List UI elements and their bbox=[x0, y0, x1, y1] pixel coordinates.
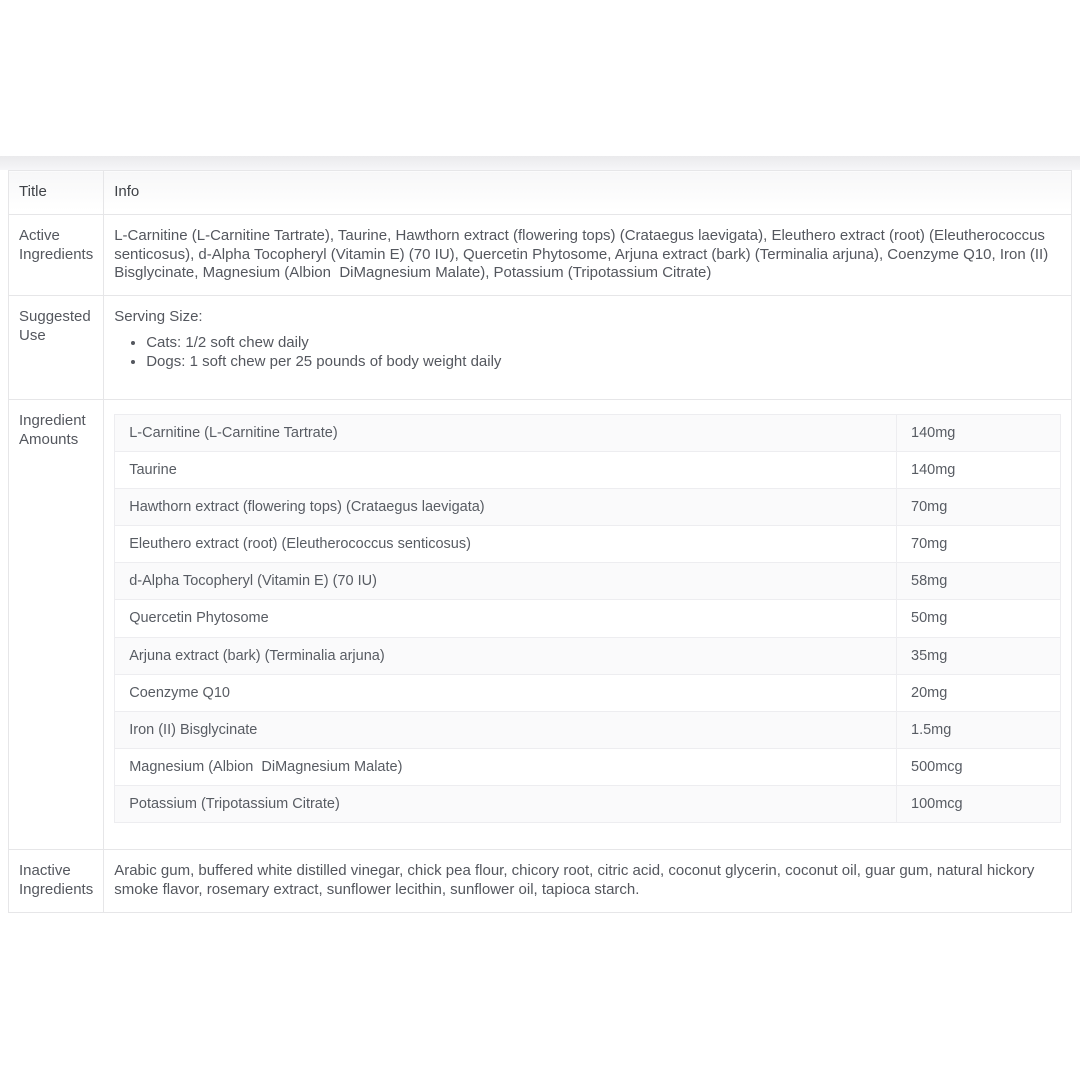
row-title-suggested-use: Suggested Use bbox=[9, 296, 104, 400]
table-row-ingredient-amounts bbox=[9, 399, 1072, 849]
row-title-ingredient-amounts: Ingredient Amounts bbox=[9, 399, 104, 849]
row-title-active-ingredients: Active Ingredients bbox=[9, 214, 104, 295]
ingredients-info-table bbox=[8, 170, 1072, 913]
serving-size-label: Serving Size: bbox=[114, 308, 203, 325]
ingredient-row bbox=[115, 748, 1061, 785]
ingredient-amount: 50mg bbox=[897, 600, 1061, 637]
ingredient-row bbox=[115, 526, 1061, 563]
ingredient-row bbox=[115, 674, 1061, 711]
ingredient-row bbox=[115, 563, 1061, 600]
table-row-active-ingredients bbox=[9, 214, 1072, 295]
ingredient-amount: 1.5mg bbox=[897, 711, 1061, 748]
ingredient-name: d-Alpha Tocopheryl (Vitamin E) (70 IU) bbox=[115, 563, 897, 600]
ingredient-amount: 70mg bbox=[897, 489, 1061, 526]
column-header-title: Title bbox=[9, 171, 104, 215]
serving-size-item-cats: • Cats: 1/2 soft chew daily bbox=[146, 333, 1061, 352]
serving-size-list bbox=[114, 333, 1061, 371]
ingredient-amount: 100mcg bbox=[897, 786, 1061, 823]
table-row-suggested-use bbox=[9, 296, 1072, 400]
ingredient-name: Eleuthero extract (root) (Eleutherococcus senticosus) bbox=[115, 526, 897, 563]
ingredient-row bbox=[115, 786, 1061, 823]
ingredient-row bbox=[115, 637, 1061, 674]
ingredient-amount: 35mg bbox=[897, 637, 1061, 674]
ingredient-row bbox=[115, 600, 1061, 637]
section-divider bbox=[0, 156, 1080, 170]
ingredient-amounts-cell bbox=[104, 399, 1072, 849]
suggested-use-cell bbox=[104, 296, 1072, 400]
serving-size-item-dogs: • Dogs: 1 soft chew per 25 pounds of body weight daily bbox=[146, 352, 1061, 371]
active-ingredients-text: L-Carnitine (L-Carnitine Tartrate), Taurine, Hawthorn extract (flowering tops) (Crataegus laevigata), Eleuthero extract (root) (Eleutherococcus senticosus), d-Alpha Tocopheryl (Vitamin E) (70 IU), Quercetin Phytosome, Arjuna extract (bark) (Terminalia arjuna), Coenzyme Q10, Iron (II) Bisglycinate, Magnesium (Albion DiMagnesium Malate), Potassium (Tripotassium Citrate) bbox=[104, 214, 1072, 295]
ingredient-name: L-Carnitine (L-Carnitine Tartrate) bbox=[115, 414, 897, 451]
table-header-row bbox=[9, 171, 1072, 215]
table-row-inactive-ingredients bbox=[9, 850, 1072, 913]
ingredient-amount: 70mg bbox=[897, 526, 1061, 563]
row-title-inactive-ingredients: Inactive Ingredients bbox=[9, 850, 104, 913]
ingredient-name: Hawthorn extract (flowering tops) (Crataegus laevigata) bbox=[115, 489, 897, 526]
ingredient-name: Arjuna extract (bark) (Terminalia arjuna) bbox=[115, 637, 897, 674]
ingredient-amount: 58mg bbox=[897, 563, 1061, 600]
ingredient-name: Iron (II) Bisglycinate bbox=[115, 711, 897, 748]
ingredient-row bbox=[115, 414, 1061, 451]
ingredient-name: Potassium (Tripotassium Citrate) bbox=[115, 786, 897, 823]
ingredient-amount: 140mg bbox=[897, 451, 1061, 488]
ingredient-name: Quercetin Phytosome bbox=[115, 600, 897, 637]
column-header-info: Info bbox=[104, 171, 1072, 215]
ingredient-name: Taurine bbox=[115, 451, 897, 488]
ingredient-amounts-table bbox=[114, 414, 1061, 823]
ingredient-amount: 20mg bbox=[897, 674, 1061, 711]
ingredient-row bbox=[115, 711, 1061, 748]
inactive-ingredients-text: Arabic gum, buffered white distilled vinegar, chick pea flour, chicory root, citric acid, coconut glycerin, coconut oil, guar gum, natural hickory smoke flavor, rosemary extract, sunflower lecithin, sunflower oil, tapioca starch. bbox=[104, 850, 1072, 913]
ingredient-name: Magnesium (Albion DiMagnesium Malate) bbox=[115, 748, 897, 785]
ingredient-amount: 500mcg bbox=[897, 748, 1061, 785]
ingredient-amount: 140mg bbox=[897, 414, 1061, 451]
ingredient-row bbox=[115, 489, 1061, 526]
ingredient-row bbox=[115, 451, 1061, 488]
ingredient-name: Coenzyme Q10 bbox=[115, 674, 897, 711]
